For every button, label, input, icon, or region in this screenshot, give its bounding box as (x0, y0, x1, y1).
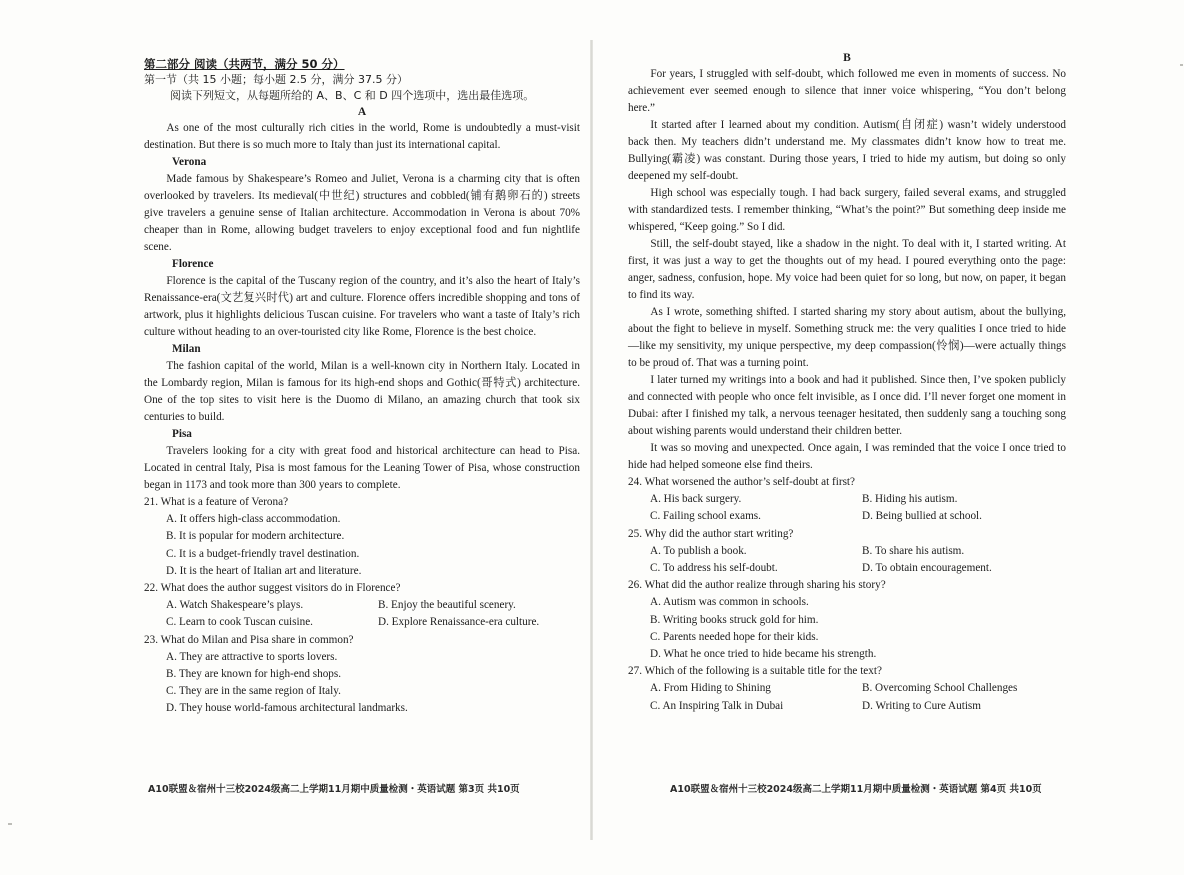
question-25 (628, 526, 1066, 578)
page-footer: A10联盟＆宿州十三校2024级高二上学期11月期中质量检测・英语试题 第3页 共10页 (148, 784, 520, 795)
answer-option[interactable]: C. To address his self-doubt. (650, 562, 778, 575)
answer-option[interactable]: C. An Inspiring Talk in Dubai (650, 699, 784, 712)
passage-b-paragraph: For years, I struggled with self-doubt, which followed me even in moments of success. No achievement ever seemed enough to silence that inner voice whispering, “You don’t belong here.” (628, 68, 1066, 114)
option-row (628, 491, 1066, 508)
answer-option[interactable]: B. Writing books struck gold for him. (650, 613, 819, 626)
city-paragraph: The fashion capital of the world, Milan is a well-known city in Northern Italy. Located in the Lombardy region, Milan is famous for its high-end shops and Gothic(哥特式) architecture. One of the top sites to visit here is the Duomo di Milano, an amazing church that took six centuries to build. (144, 360, 580, 423)
city-paragraph: Travelers looking for a city with great food and historical architecture can head to Pisa. Located in central Italy, Pisa is most famous for the Leaning Tower of Pisa, whose construction began in 1173 and took more than 300 years to complete. (144, 445, 580, 491)
question-stem: 23. What do Milan and Pisa share in common? (144, 633, 354, 646)
city-heading: Pisa (172, 428, 192, 440)
answer-option[interactable]: D. Writing to Cure Autism (862, 699, 981, 712)
city-paragraph: Made famous by Shakespeare’s Romeo and Juliet, Verona is a charming city that is often overlooked by travelers. Its medieval(中世纪) structures and cobbled(铺有鹅卵石的) streets give travelers a genuine sense of Italian architecture. Accommodation in Verona is about 70% cheaper than in Rome, allowing budget travelers to enjoy exceptional food and fun nightlife scene. (144, 173, 580, 253)
city-heading: Florence (172, 258, 214, 270)
option-row (628, 698, 1066, 715)
answer-option[interactable]: B. Overcoming School Challenges (862, 682, 1018, 695)
city-heading: Milan (172, 343, 201, 355)
question-23 (144, 632, 580, 718)
answer-option[interactable]: A. They are attractive to sports lovers. (166, 650, 338, 663)
part-header: 第二部分 阅读（共两节，满分 50 分） (144, 57, 345, 71)
passage-label-b: B (843, 52, 851, 64)
answer-option[interactable]: D. It is the heart of Italian art and literature. (166, 564, 362, 577)
answer-option[interactable]: A. His back surgery. (650, 493, 742, 506)
right-page (592, 0, 1184, 875)
passage-a-intro: As one of the most culturally rich cities in the world, Rome is undoubtedly a must-visit destination. But there is so much more to Italy than just its international capital. (144, 122, 580, 151)
city-section-pisa (144, 426, 580, 494)
question-stem: 24. What worsened the author’s self-doubt at first? (628, 476, 856, 488)
question-stem: 25. Why did the author start writing? (628, 527, 794, 540)
passage-b-paragraph: It started after I learned about my condition. Autism(自闭症) wasn’t widely understood back then. My teachers didn’t understand me. My classmates didn’t know how to treat me. Bullying(霸凌) was constant. During those years, I tried to hide my autism, but doing so only deepened my self-doubt. (628, 119, 1066, 182)
option-row (144, 597, 580, 614)
answer-option[interactable]: C. Parents needed hope for their kids. (650, 630, 819, 643)
option-row (628, 680, 1066, 697)
option-row (144, 614, 580, 631)
city-section-verona (144, 154, 580, 256)
answer-option[interactable]: A. To publish a book. (650, 544, 747, 557)
page-footer: A10联盟＆宿州十三校2024级高二上学期11月期中质量检测・英语试题 第4页 共10页 (670, 784, 1042, 795)
city-heading: Verona (172, 156, 207, 168)
passage-b-paragraph: It was so moving and unexpected. Once again, I was reminded that the voice I once tried to hide had helped someone else find theirs. (628, 442, 1066, 471)
answer-option[interactable]: B. Hiding his autism. (862, 493, 958, 506)
answer-option[interactable]: D. Explore Renaissance-era culture. (378, 616, 540, 629)
instruction: 阅读下列短文，从每题所给的 A、B、C 和 D 四个选项中，选出最佳选项。 (170, 89, 535, 102)
passage-b-paragraph: As I wrote, something shifted. I started sharing my story about autism, about the bullying, about the fight to believe in myself. Something struck me: the very qualities I once tried to hide—like my sensitivity, my unique perspective, my deep compassion(怜悯)—were actually things to be proud of. That was a turning point. (628, 306, 1066, 369)
question-stem: 22. What does the author suggest visitors do in Florence? (144, 582, 401, 595)
option-row (628, 560, 1066, 577)
city-paragraph: Florence is the capital of the Tuscany region of the country, and it’s also the heart of Italy’s Renaissance-era(文艺复兴时代) art and culture. Florence offers incredible shopping and tons of artwork, plus it highlights delicious Tuscan cuisine. For travelers who want a taste of Italy’s rich culture without heading to an over-touristed city like Rome, Florence is the best choice. (144, 275, 580, 338)
answer-option[interactable]: B. It is popular for modern architecture. (166, 530, 345, 543)
answer-option[interactable]: A. Autism was common in schools. (650, 596, 809, 609)
question-21 (144, 494, 580, 580)
answer-option[interactable]: B. They are known for high-end shops. (166, 668, 342, 681)
question-stem: 26. What did the author realize through sharing his story? (628, 579, 886, 592)
answer-option[interactable]: A. From Hiding to Shining (650, 682, 771, 695)
question-stem: 27. Which of the following is a suitable title for the text? (628, 665, 882, 678)
question-24 (628, 474, 1066, 526)
question-26 (628, 577, 1066, 663)
answer-option[interactable]: D. To obtain encouragement. (862, 562, 992, 575)
answer-option[interactable]: C. Failing school exams. (650, 510, 761, 523)
answer-option[interactable]: A. It offers high-class accommodation. (166, 513, 341, 526)
city-section-florence (144, 256, 580, 341)
answer-option[interactable]: C. Learn to cook Tuscan cuisine. (166, 616, 313, 629)
option-row (628, 543, 1066, 560)
question-27 (628, 663, 1066, 715)
question-stem: 21. What is a feature of Verona? (144, 496, 289, 508)
section-header: 第一节（共 15 小题；每小题 2.5 分，满分 37.5 分） (144, 73, 408, 86)
option-row (628, 508, 1066, 525)
answer-option[interactable]: C. They are in the same region of Italy. (166, 685, 341, 698)
passage-label-a: A (357, 106, 367, 118)
answer-option[interactable]: D. Being bullied at school. (862, 510, 982, 523)
answer-option[interactable]: D. They house world-famous architectural landmarks. (166, 702, 408, 715)
passage-b-paragraph: High school was especially tough. I had back surgery, failed several exams, and struggled with standardized tests. I remember thinking, “What’s the point?” But something deep inside me whispered, “Keep going.” So I did. (628, 187, 1066, 233)
passage-b-paragraph: Still, the self-doubt stayed, like a shadow in the night. To deal with it, I started writing. At first, it was just a way to get the thoughts out of my head. I poured everything onto the page: anger, sadness, confusion, hope. My voice had been quiet for so long, but now, on paper, it began to find its way. (628, 238, 1066, 301)
question-22 (144, 580, 580, 632)
answer-option[interactable]: C. It is a budget-friendly travel destination. (166, 547, 360, 560)
answer-option[interactable]: B. Enjoy the beautiful scenery. (378, 599, 516, 612)
answer-option[interactable]: D. What he once tried to hide became his strength. (650, 648, 877, 661)
city-section-milan (144, 341, 580, 426)
answer-option[interactable]: B. To share his autism. (862, 544, 965, 557)
answer-option[interactable]: A. Watch Shakespeare’s plays. (166, 599, 304, 612)
passage-b-paragraph: I later turned my writings into a book and had it published. Since then, I’ve spoken publicly and connected with people who once felt invisible, as I once did. I’ll never forget one moment in Dubai: after I finished my talk, a nervous teenager hesitated, then suddenly sang a touching song about wishing parents would understand their children better. (628, 374, 1066, 437)
